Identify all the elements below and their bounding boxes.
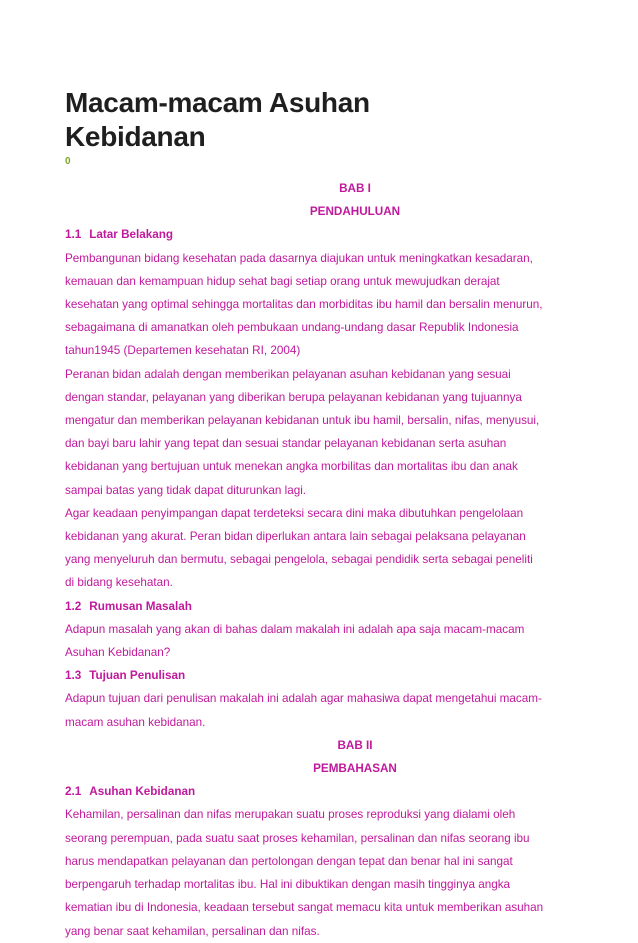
paragraph-line: kebidanan yang bertujuan untuk menekan angka morbilitas dan mortalitas ibu dan anak [65,460,518,474]
paragraph-line: Peranan bidan adalah dengan memberikan pelayanan asuhan kebidanan yang sesuai [65,367,511,381]
paragraph-line: Pembangunan bidang kesehatan pada dasarnya diajukan untuk meningkatkan kesadaran, [65,251,533,265]
paragraph-line: di bidang kesehatan. [65,576,173,590]
paragraph-line: Kehamilan, persalinan dan nifas merupakan suatu proses reproduksi yang dialami oleh [65,808,516,822]
section-title: Asuhan Kebidanan [89,785,196,799]
section-title: Rumusan Masalah [89,599,192,613]
paragraph-line: macam asuhan kebidanan. [65,715,206,729]
paragraph-line: Adapun masalah yang akan di bahas dalam makalah ini adalah apa saja macam-macam [65,622,525,636]
paragraph-line: kemauan dan kemampuan hidup sehat bagi setiap orang untuk mewujudkan derajat [65,274,500,288]
paragraph-line: yang benar saat kehamilan, persalinan dan nifas. [65,924,320,938]
section-number: 2.1 [65,785,82,799]
paragraph-line: kebidanan yang akurat. Peran bidan diperlukan antara lain sebagai pelaksana pelayanan [65,530,526,544]
document-title [65,86,565,154]
paragraph-line: seorang perempuan, pada suatu saat proses kehamilan, persalinan dan nifas seorang ibu [65,831,530,845]
section-2-1-heading [65,780,565,803]
title-line-2: Kebidanan [65,121,206,152]
paragraph-line: berpengaruh terhadap mortalitas ibu. Hal ini dibuktikan dengan masih tingginya angka [65,878,511,892]
paragraph-line: kematian ibu di Indonesia, keadaan tersebut sangat memacu kita untuk memberikan asuhan [65,901,544,915]
paragraph-line: sampai batas yang tidak dapat diturunkan lagi. [65,483,307,497]
paragraph-line: kesehatan yang optimal sehingga mortalitas dan morbiditas ibu hamil dan bersalin menurun, [65,298,543,312]
paragraph-line: dan bayi baru lahir yang tepat dan sesuai standar pelayanan kebidanan serta asuhan [65,437,507,451]
section-number: 1.2 [65,599,82,613]
bab2-heading: PEMBAHASAN [313,762,397,776]
section-number: 1.1 [65,228,82,242]
paragraph-line: Agar keadaan penyimpangan dapat terdeteksi secara dini maka dibutuhkan pengelolaan [65,506,524,520]
paragraph-line: yang menyeluruh dan bermutu, sebagai pengelola, sebagai pendidik serta sebagai peneliti [65,553,533,567]
paragraph-line: tahun1945 (Departemen kesehatan RI, 2004) [65,344,301,358]
title-line-1: Macam-macam Asuhan [65,87,370,118]
section-1-2-heading [65,595,565,618]
paragraph-line: harus mendapatkan pelayanan dan pertolongan dengan tepat dan benar hal ini sangat [65,854,513,868]
document-body [65,177,565,943]
section-title: Tujuan Penulisan [89,669,186,683]
paragraph-line: sebagaimana di amanatkan oleh pembukaan undang-undang dasar Republik Indonesia [65,321,519,335]
section-1-1-heading [65,223,565,246]
bab2-label: BAB II [337,738,373,752]
bab1-heading: PENDAHULUAN [309,205,401,219]
section-title: Latar Belakang [89,228,174,242]
bab1-label: BAB I [339,182,371,195]
section-1-3-heading [65,664,565,687]
paragraph-line: mengatur dan memberikan pelayanan kebidanan untuk ibu hamil, bersalin, nifas, menyusui, [65,414,540,428]
paragraph-line: Asuhan Kebidanan? [65,646,171,660]
section-number: 1.3 [65,669,82,683]
paragraph-line: Adapun tujuan dari penulisan makalah ini adalah agar mahasiwa dapat mengetahui macam- [65,692,542,706]
counter-value: 0 [65,156,71,167]
paragraph-line: dengan standar, pelayanan yang diberikan berupa pelayanan kebidanan yang tujuannya [65,390,522,404]
